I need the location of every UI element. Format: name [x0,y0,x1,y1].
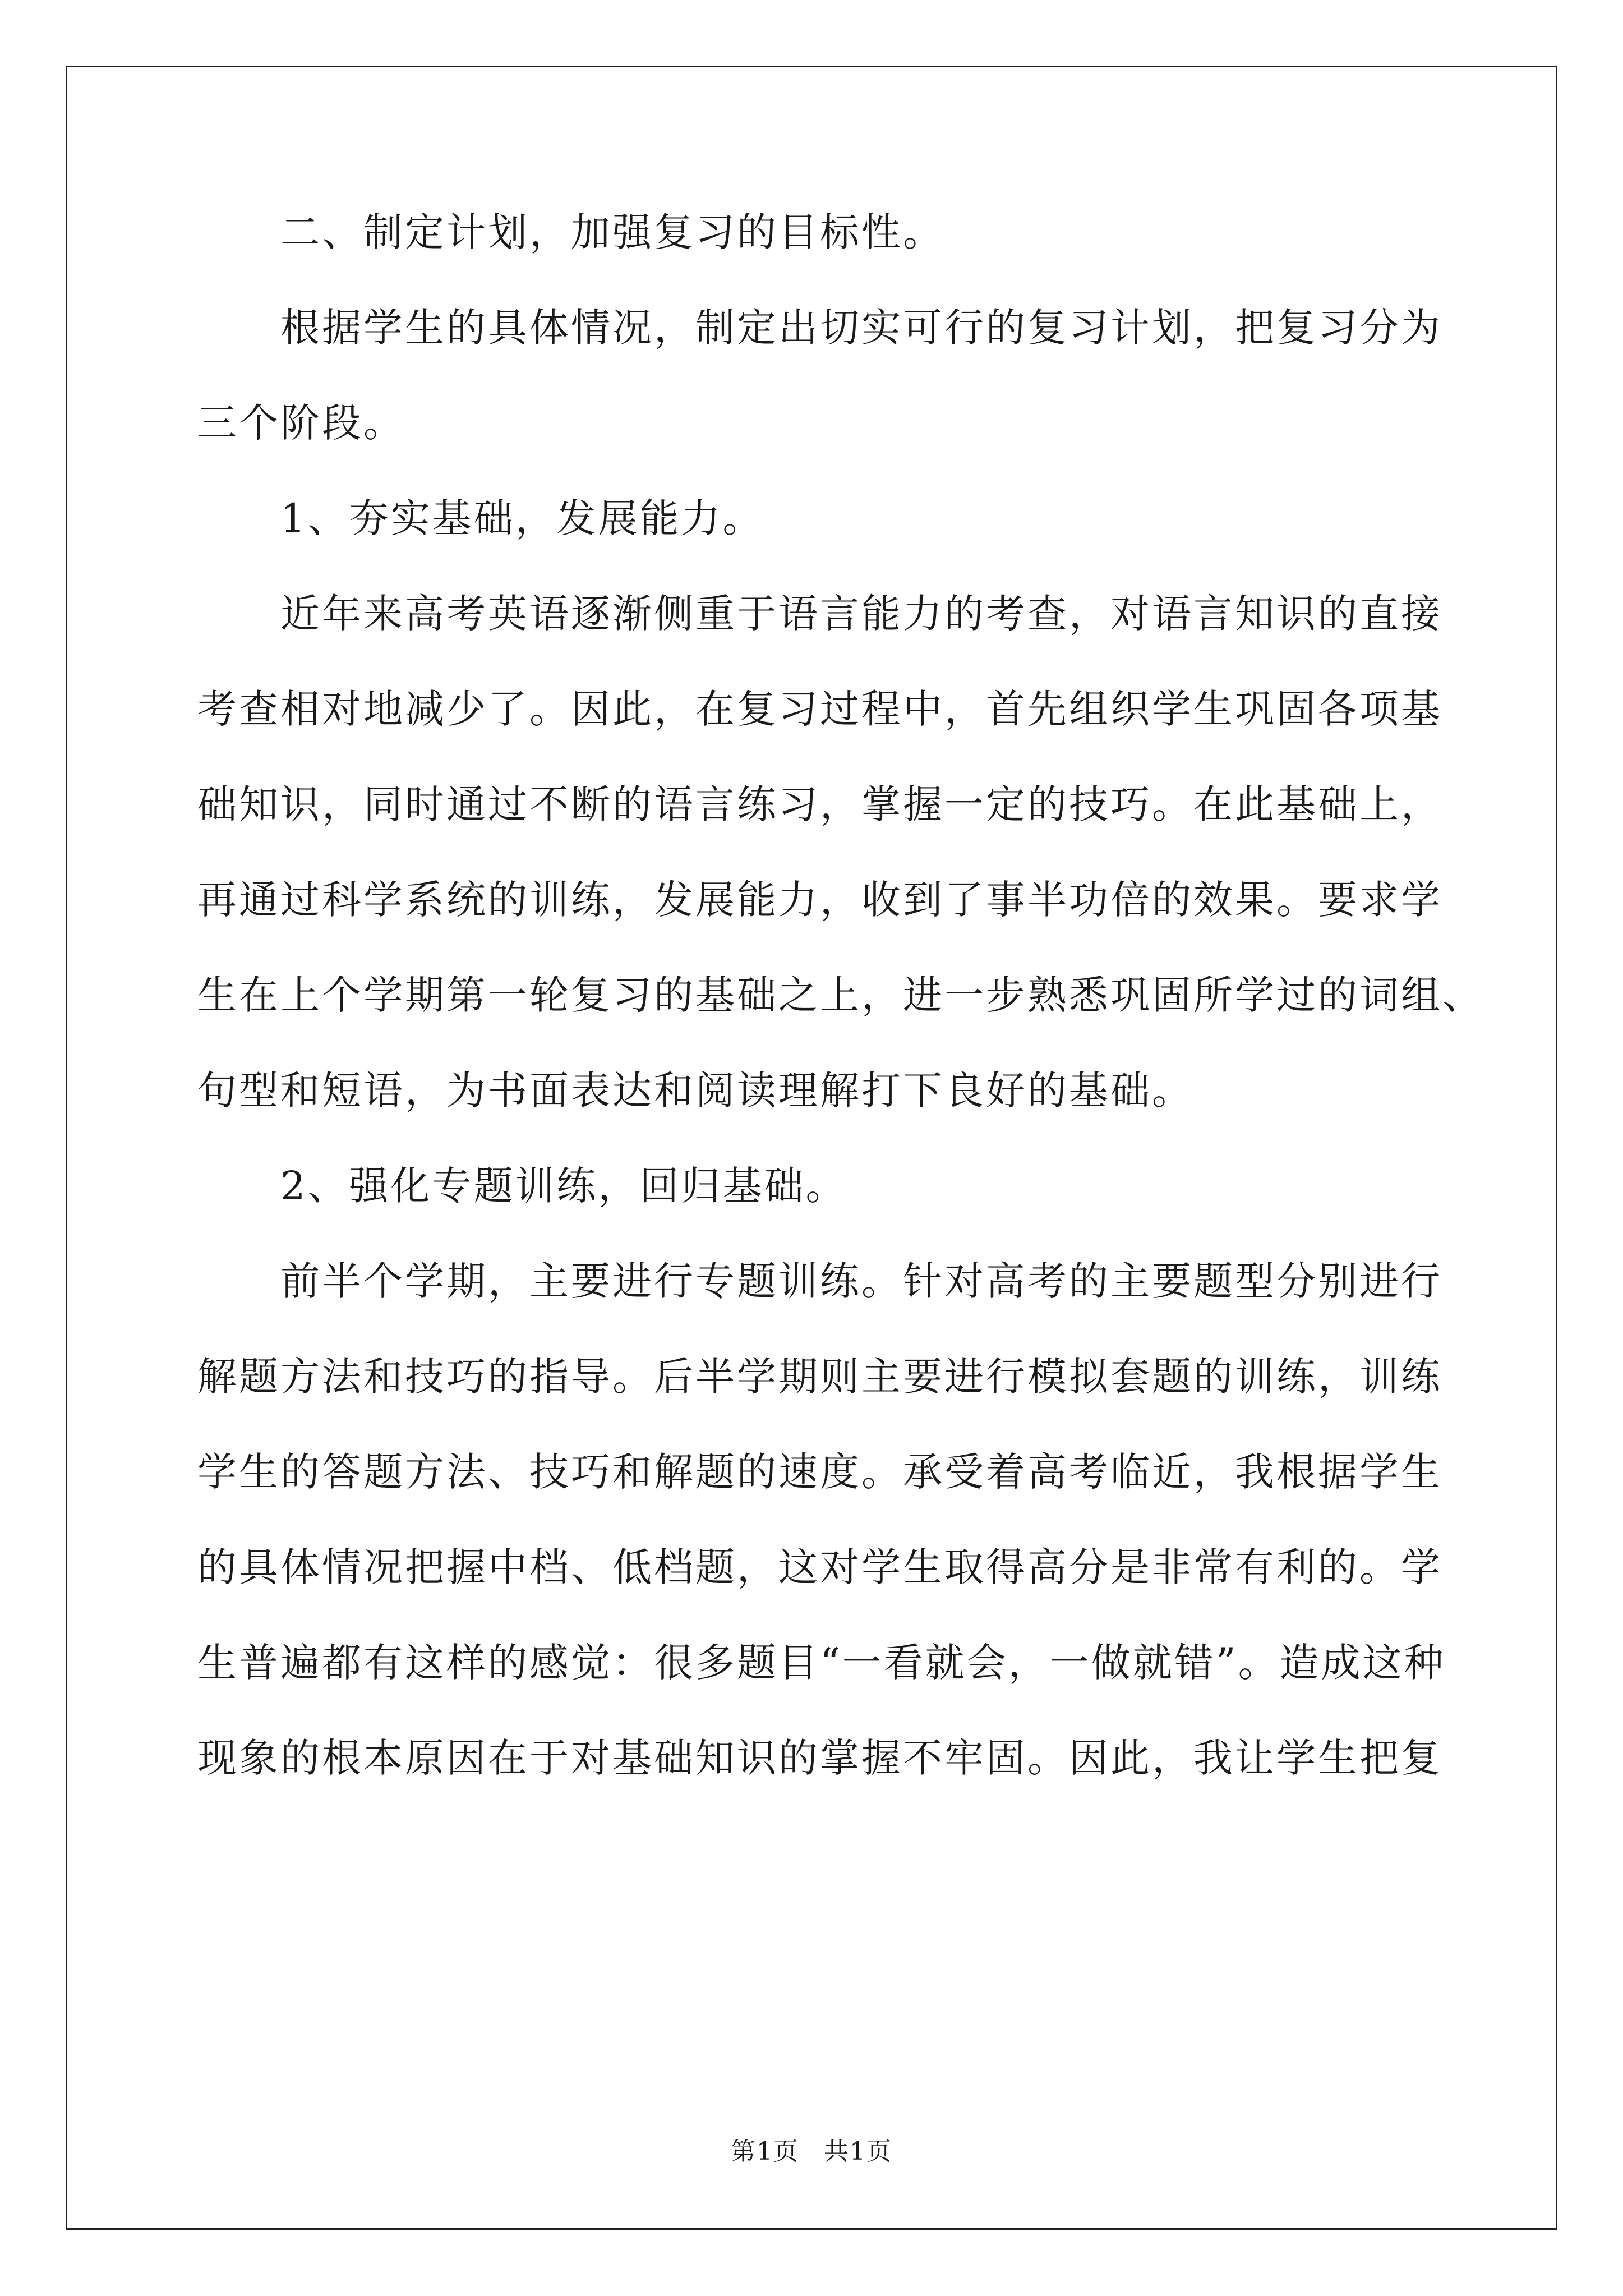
paragraph-line: 的具体情况把握中档、低档题，这对学生取得高分是非常有利的。学 [197,1544,1442,1590]
paragraph-line: 前半个学期，主要进行专题训练。针对高考的主要题型分别进行 [280,1258,1442,1304]
paragraph-line: 现象的根本原因在于对基础知识的掌握不牢固。因此，我让学生把复 [197,1735,1442,1781]
paragraph-line: 解题方法和技巧的指导。后半学期则主要进行模拟套题的训练，训练 [197,1354,1442,1400]
paragraph-line: 三个阶段。 [197,400,405,446]
paragraph-line: 句型和短语，为书面表达和阅读理解打下良好的基础。 [197,1068,1193,1114]
document-body [197,209,1484,1832]
paragraph-line: 生普遍都有这样的感觉：很多题目“一看就会，一做就错”。造成这种 [197,1640,1446,1686]
paragraph-line: 学生的答题方法、技巧和解题的速度。承受着高考临近，我根据学生 [197,1449,1442,1495]
page-footer [0,2137,1623,2166]
subsection-heading-1: 1、夯实基础，发展能力。 [280,495,764,541]
paragraph-line: 考查相对地减少了。因此，在复习过程中，首先组织学生巩固各项基 [197,686,1442,732]
paragraph-line: 根据学生的具体情况，制定出切实可行的复习计划，把复习分为 [280,305,1442,351]
paragraph-line: 再通过科学系统的训练，发展能力，收到了事半功倍的效果。要求学 [197,877,1442,923]
paragraph-line: 近年来高考英语逐渐侧重于语言能力的考查，对语言知识的直接 [280,591,1442,637]
paragraph-line: 生在上个学期第一轮复习的基础之上，进一步熟悉巩固所学过的词组、 [197,972,1484,1018]
paragraph-line: 础知识，同时通过不断的语言练习，掌握一定的技巧。在此基础上， [197,781,1442,827]
page-total: 共1页 [824,2137,892,2166]
section-heading-2: 二、制定计划，加强复习的目标性。 [280,209,944,255]
page-number: 第1页 [731,2137,799,2166]
subsection-heading-2: 2、强化专题训练，回归基础。 [280,1163,847,1209]
